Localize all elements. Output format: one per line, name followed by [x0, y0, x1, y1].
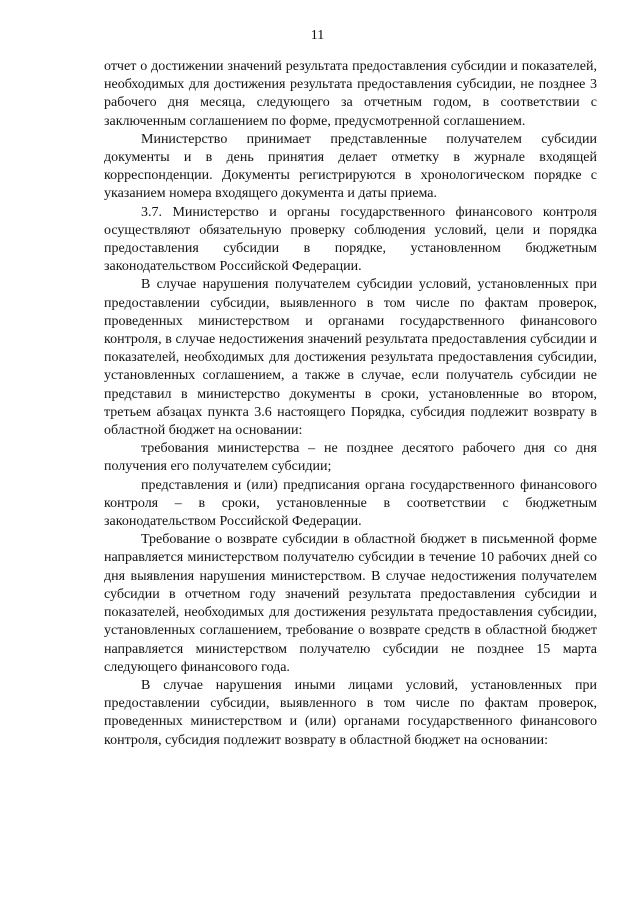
document-body	[104, 58, 597, 750]
paragraph-ministry-registration: Министерство принимает представленные получателем субсидии документы и в день принятия делает отметку в журнале входящей корреспонденции. Документы регистрируются в хронологическом порядке с указанием номера входящего документа и даты приема.	[104, 131, 597, 202]
paragraph-control-body-order: представления и (или) предписания органа государственного финансового контроля – в сроки, установленные в соответствии с бюджетным законодательством Российской Федерации.	[104, 477, 597, 530]
paragraph-other-persons-violation: В случае нарушения иными лицами условий, установленных при предоставлении субсидии, выявленного в том числе по фактам проверок, проведенных министерством и (или) органами государственного финансового контроля, субсидия подлежит возврату в областной бюджет на основании:	[104, 677, 597, 748]
paragraph-refund-requirement: Требование о возврате субсидии в областной бюджет в письменной форме направляется министерством получателю субсидии в течение 10 рабочих дней со дня выявления нарушения министерством. В случае недостижения получателем субсидии в отчетном году значений результата предоставления субсидии и показателей, необходимых для достижения результата предоставления субсидии, установленных соглашением, требование о возврате средств в областной бюджет направляется министерством получателю субсидии не позднее 15 марта следующего финансового года.	[104, 532, 597, 675]
paragraph-report-deadline: отчет о достижении значений результата предоставления субсидии и показателей, необходимых для достижения результата предоставления субсидии, не позднее 3 рабочего дня месяца, следующего за отчетным годом, в соответствии с заключенным соглашением по форме, предусмотренной соглашением.	[104, 59, 597, 129]
paragraph-violation-refund: В случае нарушения получателем субсидии условий, установленных при предоставлении субсидии, выявленного в том числе по фактам проверок, проведенных министерством и органами государственного финансового контроля, в случае недостижения значений результата предоставления субсидии и показателей, необходимых для достижения результата предоставления субсидии, установленных соглашением, а также в случае, если получатель субсидии не представил в министерство документы в сроки, установленные во втором, третьем абзацах пункта 3.6 настоящего Порядка, субсидия подлежит возврату в областной бюджет на основании:	[104, 277, 597, 439]
paragraph-3-7-compliance-check: 3.7. Министерство и органы государственного финансового контроля осуществляют обязательную проверку соблюдения условий, цели и порядка предоставления субсидии в порядке, установленном бюджетным законодательством Российской Федерации.	[104, 204, 597, 275]
page-number: 11	[310, 28, 325, 43]
paragraph-ministry-requirement: требования министерства – не позднее десятого рабочего дня со дня получения его получателем субсидии;	[104, 441, 597, 475]
